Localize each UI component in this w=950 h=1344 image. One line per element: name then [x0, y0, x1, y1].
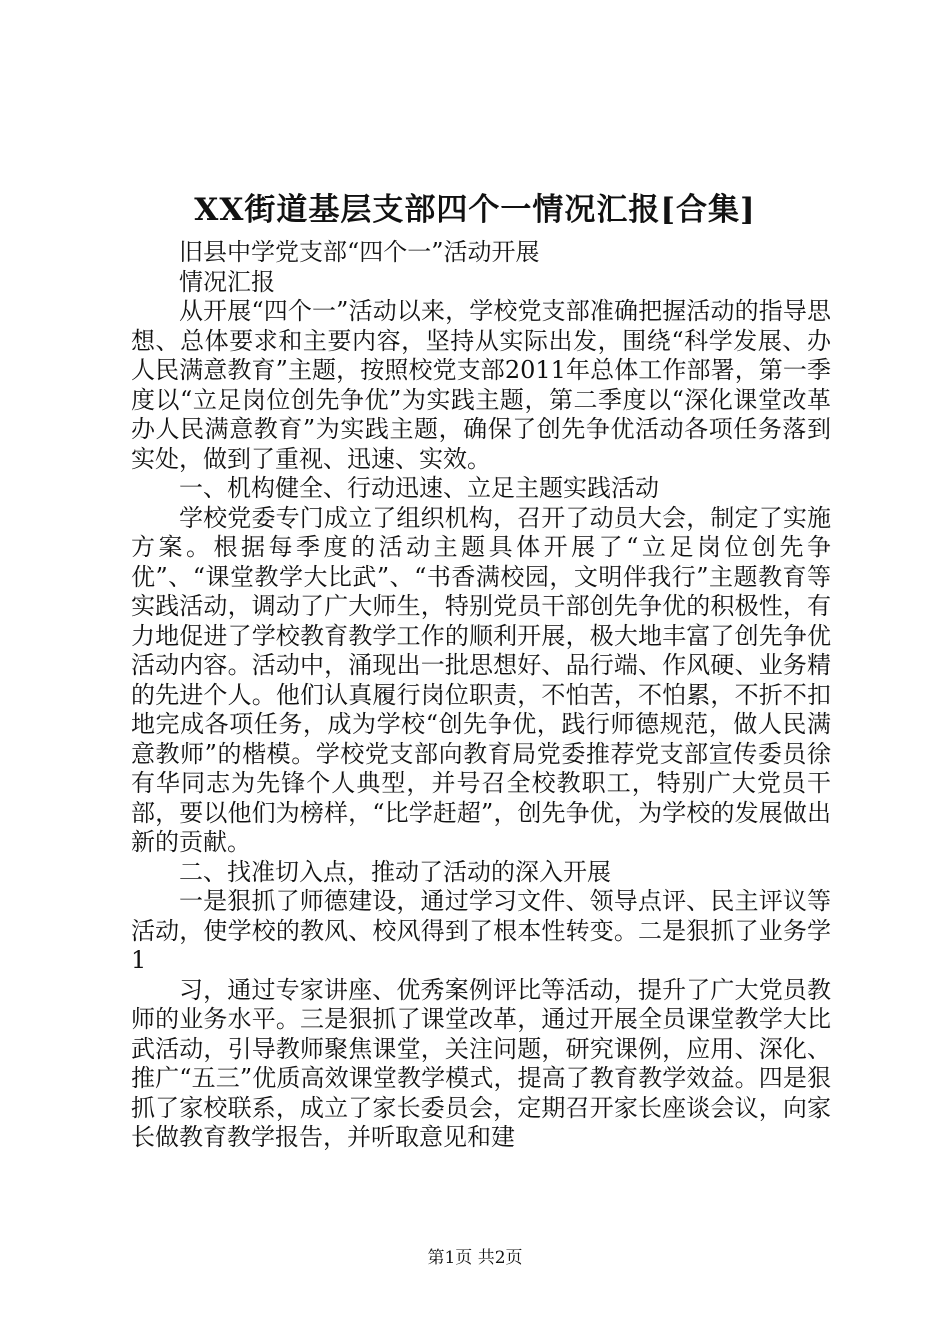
document-title: XX街道基层支部四个一情况汇报[合集]: [194, 192, 756, 228]
paragraph-5: 一是狠抓了师德建设，通过学习文件、领导点评、民主评议等活动，使学校的教风、校风得到了根本性转变。二是狠抓了业务学1: [131, 887, 831, 974]
section-heading-1: 一、机构健全、行动迅速、立足主题实践活动: [179, 474, 659, 502]
document-body: [131, 238, 831, 1153]
paragraph-3: 从开展“四个一”活动以来，学校党支部准确把握活动的指导思想、总体要求和主要内容，坚持从实际出发，围绕“科学发展、办人民满意教育”主题，按照校党支部2011年总体工作部署，第一季度以“立足岗位创先争优”为实践主题，第二季度以“深化课堂改革办人民满意教育”为实践主题，确保了创先争优活动各项任务落到实处，做到了重视、迅速、实效。: [131, 297, 831, 473]
paragraph-1: 旧县中学党支部“四个一”活动开展: [179, 238, 540, 266]
paragraph-2: 情况汇报: [179, 267, 275, 296]
paragraph-6: 习，通过专家讲座、优秀案例评比等活动，提升了广大党员教师的业务水平。三是狠抓了课堂改革，通过开展全员课堂教学大比武活动，引导教师聚焦课堂，关注问题，研究课例，应用、深化、推广“五三”优质高效课堂教学模式，提高了教育教学效益。四是狠抓了家校联系，成立了家长委员会，定期召开家长座谈会议，向家长做教育教学报告，并听取意见和建: [131, 975, 831, 1151]
page-footer: 第1页 共2页: [427, 1248, 523, 1268]
paragraph-4: 学校党委专门成立了组织机构，召开了动员大会，制定了实施方案。根据每季度的活动主题具体开展了“立足岗位创先争优”、“课堂教学大比武”、“书香满校园，文明伴我行”主题教育等实践活动，调动了广大师生，特别党员干部创先争优的积极性，有力地促进了学校教育教学工作的顺利开展，极大地丰富了创先争优活动内容。活动中，涌现出一批思想好、品行端、作风硬、业务精的先进个人。他们认真履行岗位职责，不怕苦，不怕累，不折不扣地完成各项任务，成为学校“创先争优，践行师德规范，做人民满意教师”的楷模。学校党支部向教育局党委推荐党支部宣传委员徐有华同志为先锋个人典型，并号召全校教职工，特别广大党员干部，要以他们为榜样，“比学赶超”，创先争优，为学校的发展做出新的贡献。: [131, 503, 831, 856]
section-heading-2: 二、找准切入点，推动了活动的深入开展: [179, 857, 611, 886]
